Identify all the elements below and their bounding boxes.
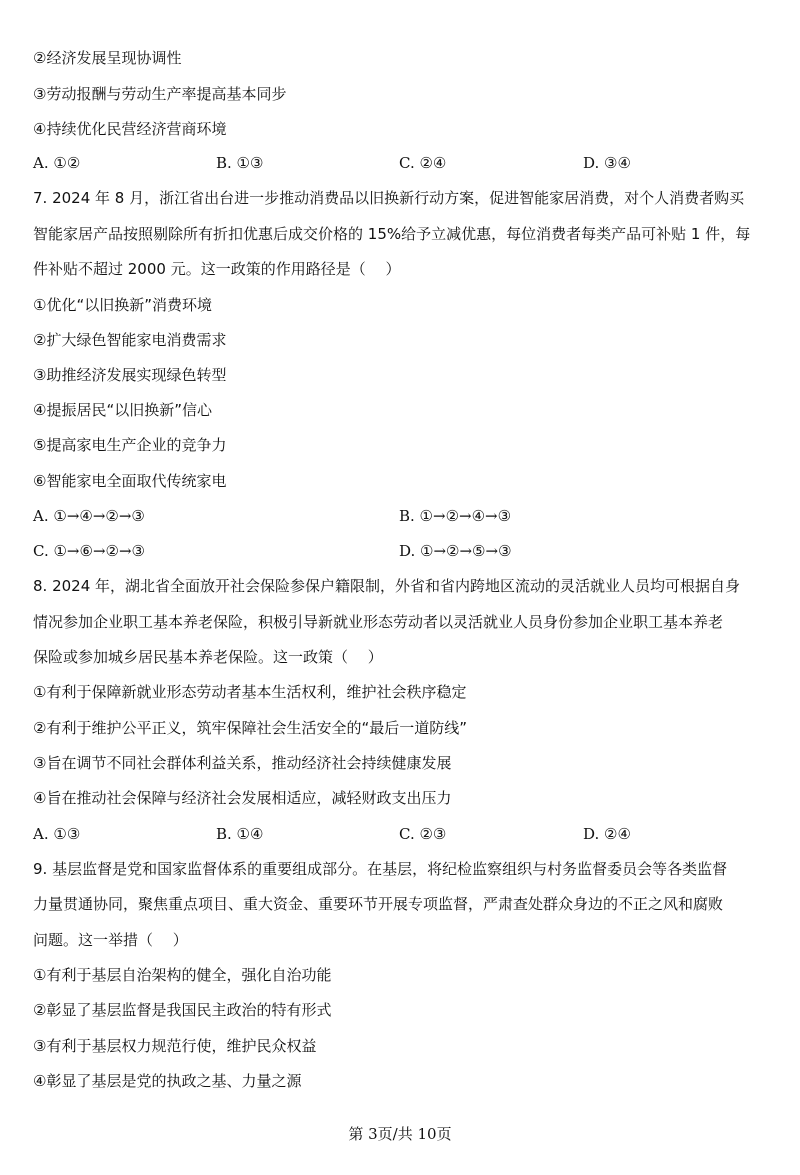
page-footer: 第 3页/共 10页: [348, 1125, 452, 1143]
q8-option-c: C. ②③: [399, 825, 447, 843]
q7-stem-line-3: 件补贴不超过 2000 元。这一政策的作用路径是（ ）: [33, 260, 401, 278]
q9-item-4: ④彰显了基层是党的执政之基、力量之源: [33, 1072, 302, 1090]
q8-stem-line-2: 情况参加企业职工基本养老保险，积极引导新就业形态劳动者以灵活就业人员身份参加企业职工基本养老: [33, 613, 724, 631]
q7-option-d: D. ①→②→⑤→③: [399, 542, 512, 560]
q8-stem-line-1: 8. 2024 年，湖北省全面放开社会保险参保户籍限制，外省和省内跨地区流动的灵活就业人员均可根据自身: [33, 577, 741, 595]
q9-item-2: ②彰显了基层监督是我国民主政治的特有形式: [33, 1001, 332, 1019]
q8-item-3: ③旨在调节不同社会群体利益关系，推动经济社会持续健康发展: [33, 754, 452, 772]
q6-options: [33, 153, 773, 173]
q8-options: [33, 824, 773, 844]
q9-stem-line-1: 9. 基层监督是党和国家监督体系的重要组成部分。在基层，将纪检监察组织与村务监督委员会等各类监督: [33, 860, 728, 878]
q8-item-4: ④旨在推动社会保障与经济社会发展相适应，减轻财政支出压力: [33, 789, 452, 807]
q6-item-4: ④持续优化民营经济营商环境: [33, 120, 227, 138]
q7-item-6: ⑥智能家电全面取代传统家电: [33, 472, 227, 490]
q6-option-d: D. ③④: [583, 154, 631, 172]
q6-item-3: ③劳动报酬与劳动生产率提高基本同步: [33, 85, 287, 103]
q6-option-a: A. ①②: [33, 154, 81, 172]
q8-option-a: A. ①③: [33, 825, 81, 843]
q8-item-1: ①有利于保障新就业形态劳动者基本生活权利，维护社会秩序稳定: [33, 683, 467, 701]
q6-option-c: C. ②④: [399, 154, 447, 172]
q7-option-a: A. ①→④→②→③: [33, 507, 145, 525]
q7-item-2: ②扩大绿色智能家电消费需求: [33, 331, 227, 349]
q6-item-2: ②经济发展呈现协调性: [33, 49, 182, 67]
q8-option-b: B. ①④: [216, 825, 264, 843]
q7-option-c: C. ①→⑥→②→③: [33, 542, 145, 560]
q8-stem-line-3: 保险或参加城乡居民基本养老保险。这一政策（ ）: [33, 648, 383, 666]
q7-item-3: ③助推经济发展实现绿色转型: [33, 366, 227, 384]
q9-stem-line-2: 力量贯通协同，聚焦重点项目、重大资金、重要环节开展专项监督，严肃查处群众身边的不正之风和腐败: [33, 895, 724, 913]
q9-item-1: ①有利于基层自治架构的健全，强化自治功能: [33, 966, 332, 984]
q7-stem-line-2: 智能家居产品按照剔除所有折扣优惠后成交价格的 15%给予立减优惠，每位消费者每类产品可补贴 1 件，每: [33, 225, 751, 243]
q8-item-2: ②有利于维护公平正义，筑牢保障社会生活安全的“最后一道防线”: [33, 719, 467, 737]
q7-options-row-2: [33, 541, 773, 561]
q7-options-row-1: [33, 506, 773, 526]
q7-item-1: ①优化“以旧换新”消费环境: [33, 296, 212, 314]
q6-option-b: B. ①③: [216, 154, 264, 172]
q7-stem-line-1: 7. 2024 年 8 月，浙江省出台进一步推动消费品以旧换新行动方案，促进智能家居消费，对个人消费者购买: [33, 189, 745, 207]
q7-item-5: ⑤提高家电生产企业的竞争力: [33, 436, 227, 454]
q8-option-d: D. ②④: [583, 825, 631, 843]
q7-option-b: B. ①→②→④→③: [399, 507, 512, 525]
q9-stem-line-3: 问题。这一举措（ ）: [33, 931, 188, 949]
q7-item-4: ④提振居民“以旧换新”信心: [33, 401, 212, 419]
q9-item-3: ③有利于基层权力规范行使，维护民众权益: [33, 1037, 317, 1055]
